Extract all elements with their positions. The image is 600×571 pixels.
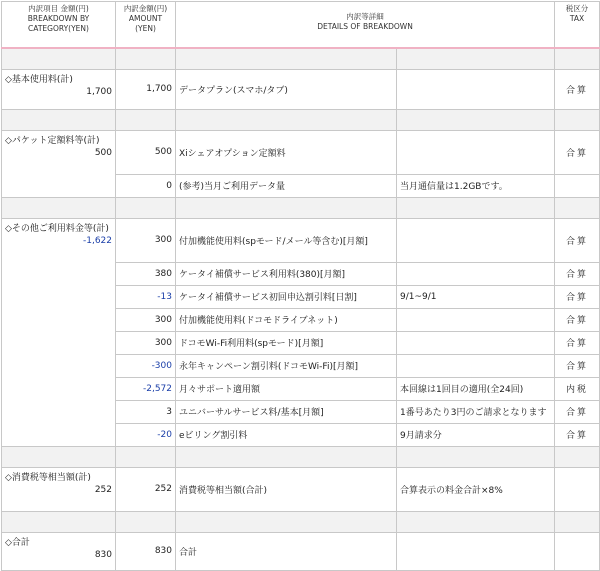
table-row bbox=[2, 130, 600, 174]
detail-cell: 月々サポート適用額 bbox=[176, 377, 397, 400]
detail-cell: 永年キャンペーン割引料(ドコモWi-Fi)[月額] bbox=[176, 354, 397, 377]
detail-cell: ケータイ補償サービス初回申込割引料[日割] bbox=[176, 285, 397, 308]
tax-cell: 合算 bbox=[555, 218, 600, 262]
spacer-row bbox=[2, 109, 600, 130]
note-cell: 合算表示の料金合計×8% bbox=[397, 467, 555, 511]
group-basic: ◇基本使用料(計) 1,700 bbox=[2, 69, 116, 109]
detail-cell: eビリング割引料 bbox=[176, 423, 397, 446]
tax-cell bbox=[555, 467, 600, 511]
detail-cell: (参考)当月ご利用データ量 bbox=[176, 174, 397, 197]
tax-cell: 合算 bbox=[555, 130, 600, 174]
table-row bbox=[2, 218, 600, 262]
note-cell: 1番号あたり3円のご請求となります bbox=[397, 400, 555, 423]
table-header-row bbox=[2, 2, 600, 48]
table-row bbox=[2, 532, 600, 570]
spacer-row bbox=[2, 197, 600, 218]
note-cell: 当月通信量は1.2GBです。 bbox=[397, 174, 555, 197]
note-cell bbox=[397, 262, 555, 285]
tax-cell: 合算 bbox=[555, 423, 600, 446]
detail-cell: 消費税等相当額(合計) bbox=[176, 467, 397, 511]
amount-cell: 500 bbox=[116, 130, 176, 174]
detail-cell: データプラン(スマホ/タブ) bbox=[176, 69, 397, 109]
tax-cell: 合算 bbox=[555, 69, 600, 109]
group-other: ◇その他ご利用料金等(計) -1,622 bbox=[2, 218, 116, 446]
header-details: 内訳等詳細 DETAILS OF BREAKDOWN bbox=[176, 2, 555, 48]
detail-cell: ケータイ補償サービス利用料(380)[月額] bbox=[176, 262, 397, 285]
detail-cell: 合計 bbox=[176, 532, 397, 570]
billing-breakdown-table bbox=[1, 1, 600, 571]
note-cell bbox=[397, 130, 555, 174]
note-cell bbox=[397, 532, 555, 570]
detail-cell: ドコモWi-Fi利用料(spモード)[月額] bbox=[176, 331, 397, 354]
amount-cell: -13 bbox=[116, 285, 176, 308]
note-cell bbox=[397, 354, 555, 377]
spacer-row bbox=[2, 48, 600, 70]
amount-cell: -300 bbox=[116, 354, 176, 377]
amount-cell: -20 bbox=[116, 423, 176, 446]
amount-cell: 300 bbox=[116, 218, 176, 262]
spacer-row bbox=[2, 511, 600, 532]
amount-cell: 300 bbox=[116, 308, 176, 331]
note-cell bbox=[397, 331, 555, 354]
spacer-row bbox=[2, 446, 600, 467]
detail-cell: 付加機能使用料(ドコモドライブネット) bbox=[176, 308, 397, 331]
tax-cell: 合算 bbox=[555, 262, 600, 285]
amount-cell: 1,700 bbox=[116, 69, 176, 109]
note-cell: 本回線は1回目の適用(全24回) bbox=[397, 377, 555, 400]
group-packet: ◇パケット定額料等(計) 500 bbox=[2, 130, 116, 197]
note-cell: 9月請求分 bbox=[397, 423, 555, 446]
group-total: ◇合計 830 bbox=[2, 532, 116, 570]
note-cell bbox=[397, 218, 555, 262]
tax-cell bbox=[555, 174, 600, 197]
amount-cell: 0 bbox=[116, 174, 176, 197]
tax-cell: 合算 bbox=[555, 354, 600, 377]
amount-cell: -2,572 bbox=[116, 377, 176, 400]
detail-cell: Xiシェアオプション定額料 bbox=[176, 130, 397, 174]
detail-cell: 付加機能使用料(spモード/メール等含む)[月額] bbox=[176, 218, 397, 262]
header-category: 内訳項目 金額(円) BREAKDOWN BY CATEGORY(YEN) bbox=[2, 2, 116, 48]
group-consumption-tax: ◇消費税等相当額(計) 252 bbox=[2, 467, 116, 511]
detail-cell: ユニバーサルサービス料/基本[月額] bbox=[176, 400, 397, 423]
header-amount: 内訳金額(円) AMOUNT (YEN) bbox=[116, 2, 176, 48]
amount-cell: 380 bbox=[116, 262, 176, 285]
amount-cell: 3 bbox=[116, 400, 176, 423]
amount-cell: 300 bbox=[116, 331, 176, 354]
tax-cell: 合算 bbox=[555, 400, 600, 423]
table-row bbox=[2, 69, 600, 109]
note-cell bbox=[397, 308, 555, 331]
header-tax: 税区分 TAX bbox=[555, 2, 600, 48]
amount-cell: 252 bbox=[116, 467, 176, 511]
tax-cell: 合算 bbox=[555, 331, 600, 354]
note-cell: 9/1~9/1 bbox=[397, 285, 555, 308]
tax-cell: 内税 bbox=[555, 377, 600, 400]
amount-cell: 830 bbox=[116, 532, 176, 570]
tax-cell bbox=[555, 532, 600, 570]
tax-cell: 合算 bbox=[555, 285, 600, 308]
tax-cell: 合算 bbox=[555, 308, 600, 331]
note-cell bbox=[397, 69, 555, 109]
table-row bbox=[2, 467, 600, 511]
